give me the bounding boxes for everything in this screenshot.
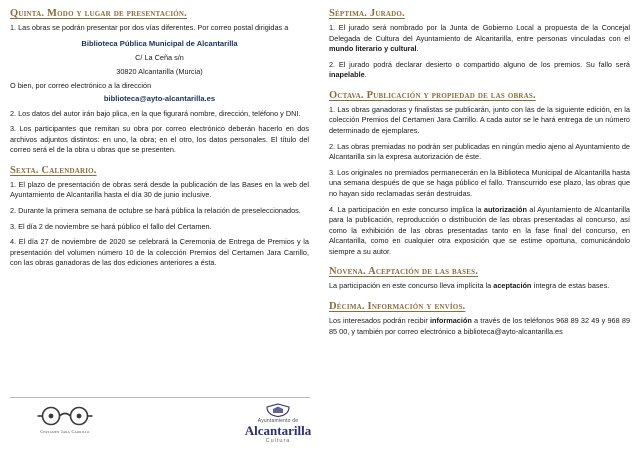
paragraph-decima-1: [329, 316, 630, 337]
certamen-logo-caption: Certamen Jara Carrillo: [40, 429, 90, 434]
biblioteca-address-name: Biblioteca Pública Municipal de Alcantarilla: [81, 38, 238, 48]
paragraph-sexta-1: 1. El plazo de presentación de obras será desde la publicación de las Bases en la web del Ayuntamiento de Alcantarilla hasta el día 30 de junio inclusive.: [10, 179, 309, 200]
glasses-icon: [37, 405, 93, 427]
section-title-decima: Décima. Información y envíos.: [329, 300, 466, 312]
right-column: [327, 8, 630, 449]
section-title-quinta: Quinta. Modo y lugar de presentación.: [10, 8, 187, 19]
ayuntamiento-logo-line3: Cultura: [265, 437, 291, 444]
paragraph-septima-1: [329, 23, 630, 55]
certamen-logo: [22, 405, 108, 434]
paragraph-septima-1-emphasis: mundo literario y cultural: [329, 44, 417, 54]
paragraph-octava-2: 2. Las obras premiadas no podrán ser publicadas en ningún medio ajeno al Ayuntamiento de Alcantarilla sin la expresa autorización de éste.: [329, 141, 630, 162]
ayuntamiento-logo-line2: Alcantarilla: [244, 423, 312, 438]
paragraph-quinta-1: 1. Las obras se podrán presentar por dos vías diferentes. Por correo postal dirigidas a: [10, 23, 289, 32]
biblioteca-email: biblioteca@ayto-alcantarilla.es: [103, 93, 216, 103]
paragraph-quinta-3: 3. Los participantes que remitan su obra por correo electrónico deberán hacerlo en dos archivos adjuntos distintos: en uno, la obra; en el otro, los datos personales. El título del correo será el de la obra u obras que se presenten.: [10, 124, 309, 155]
paragraph-novena-1-text: La participación en este concurso lleva implícita la: [329, 281, 494, 291]
paragraph-novena-1-emphasis: aceptación: [493, 281, 532, 291]
paragraph-sexta-4: 4. El día 27 de noviembre de 2020 se celebrará la Ceremonia de Entrega de Premios y la presentación del volumen número 10 de la colección Premios del Certamen Jara Carrillo, con las obras ganadoras de las dos ediciones anteriores a ésta.: [10, 237, 309, 268]
paragraph-octava-3: 3. Los originales no premiados permanecerán en la Biblioteca Municipal de Alcantarilla hasta una semana después de que se haga público el fallo. Transcurrido ese plazo, las obras que no hayan sido reclamadas serán destruidas.: [329, 167, 630, 198]
email-intro-line: O bien, por correo electrónico a la dirección: [10, 80, 152, 90]
paragraph-octava-4-emphasis: autorización: [483, 204, 527, 214]
section-title-octava: Octava. Publicación y propiedad de las obras.: [329, 89, 536, 101]
section-title-septima: Séptima. Jurado.: [329, 8, 405, 19]
paragraph-novena-1: [329, 281, 630, 292]
paragraph-sexta-3: 3. El día 2 de noviembre se hará público el fallo del Certamen.: [10, 221, 212, 231]
paragraph-quinta-2: 2. Los datos del autor irán bajo plica, en la que figurará nombre, dirección, teléfono y DNI.: [10, 108, 301, 118]
paragraph-novena-1-tail: íntegra de estas bases.: [531, 281, 610, 291]
paragraph-decima-1-tail: a través de los teléfonos 968 89 32 49 y 968 89 85 00, y también por correo electrónico a biblioteca@ayto-alcantarilla.es: [329, 315, 631, 336]
footer-divider: [10, 397, 310, 398]
section-title-sexta: Sexta. Calendario.: [10, 164, 97, 176]
paragraph-septima-2-tail: .: [364, 70, 367, 80]
paragraph-octava-4-tail: al Ayuntamiento de Alcantarilla para la publicación, reproducción o distribución de las obras presentadas al concurso, así como la exhibición de las obras presentadas tanto en la fase final del concurso, en Alcantarilla, como en cualquier otra exposición que se estime oportuna, comunicándolo siempre a su autor.: [329, 204, 630, 256]
paragraph-decima-1-emphasis: información: [430, 315, 472, 325]
paragraph-septima-2: [329, 60, 630, 81]
ayuntamiento-logo: [218, 403, 338, 444]
paragraph-sexta-2: 2. Durante la primera semana de octubre se hará pública la relación de preseleccionados.: [10, 206, 301, 216]
shield-icon: [265, 403, 291, 417]
biblioteca-address-city: 30820 Alcantarilla (Murcia): [116, 66, 203, 76]
paragraph-septima-1-tail: .: [416, 44, 419, 54]
paragraph-septima-2-text: 2. El jurado podrá declarar desierto o compartido alguno de los premios. Su fallo será: [329, 59, 630, 69]
paragraph-septima-1-text: 1. El jurado será nombrado por la Junta de Gobierno Local a propuesta de la Concejal Delegada de Cultura del Ayuntamiento de Alcantarilla, entre personas vinculadas con el: [329, 23, 630, 43]
left-column: [10, 8, 313, 449]
paragraph-decima-1-text: Los interesados podrán recibir: [329, 315, 431, 325]
section-title-novena: Novena. Aceptación de las bases.: [329, 266, 479, 278]
paragraph-septima-2-emphasis: inapelable: [329, 70, 365, 80]
biblioteca-address-street: C/ La Ceña s/n: [135, 52, 184, 62]
page-footer: [0, 397, 640, 453]
paragraph-octava-1: 1. Las obras ganadoras y finalistas se publicarán, junto con las de la siguiente edición, en la colección Premios del Certamen Jara Carrillo. A cada autor se le hará entrega de un número determinado de ejemplares.: [329, 104, 630, 136]
ayuntamiento-logo-line1: Ayuntamiento de: [257, 418, 299, 424]
paragraph-octava-4-text: 4. La participación en este concurso implica la: [329, 204, 484, 214]
paragraph-octava-4: [329, 205, 630, 258]
